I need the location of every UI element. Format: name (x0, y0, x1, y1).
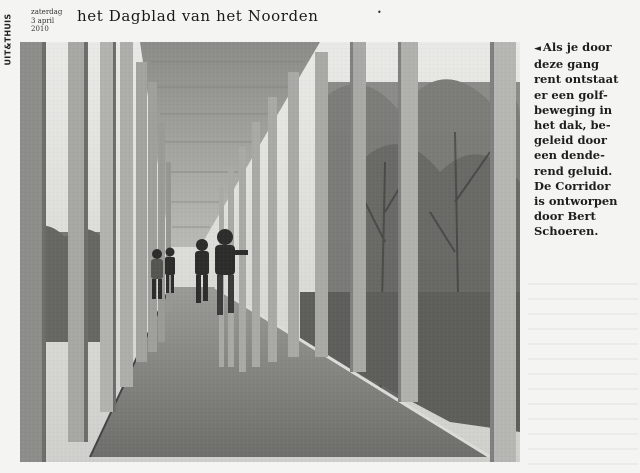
dateline-date: 3 april (31, 16, 55, 25)
caption-line-4: er een golf- (534, 87, 608, 102)
caption-line-3: rent ontstaat (534, 72, 619, 87)
dateline-year: 2010 (31, 25, 49, 33)
caption-line-8: een dende- (534, 148, 605, 163)
caption-line-9: rend geluid. (534, 163, 613, 178)
dateline-day: zaterdag (31, 8, 63, 16)
caption-line-1: ◄ Als je door (534, 40, 612, 54)
newsprint-bleed (528, 270, 638, 470)
caption-line-13: Schoeren. (534, 224, 599, 239)
newspaper-masthead: het Dagblad van het Noorden (77, 7, 319, 25)
section-label: UIT&THUIS (3, 13, 13, 65)
caption-line-2: deze gang (534, 57, 600, 72)
caption-line-6: het dak, be- (534, 118, 611, 133)
caption-line-5: beweging in (534, 102, 613, 117)
corridor-photo (20, 42, 520, 462)
photo-caption (534, 40, 634, 240)
caption-arrow-icon: ◄ (534, 44, 541, 54)
caption-line-10: De Corridor (534, 178, 611, 193)
caption-line-12: door Bert (534, 209, 596, 224)
caption-line-11: is ontworpen (534, 194, 618, 209)
caption-line-7: geleid door (534, 133, 607, 148)
section-tab (2, 8, 14, 70)
masthead-ornament: • (377, 8, 382, 17)
dateline (31, 8, 77, 34)
